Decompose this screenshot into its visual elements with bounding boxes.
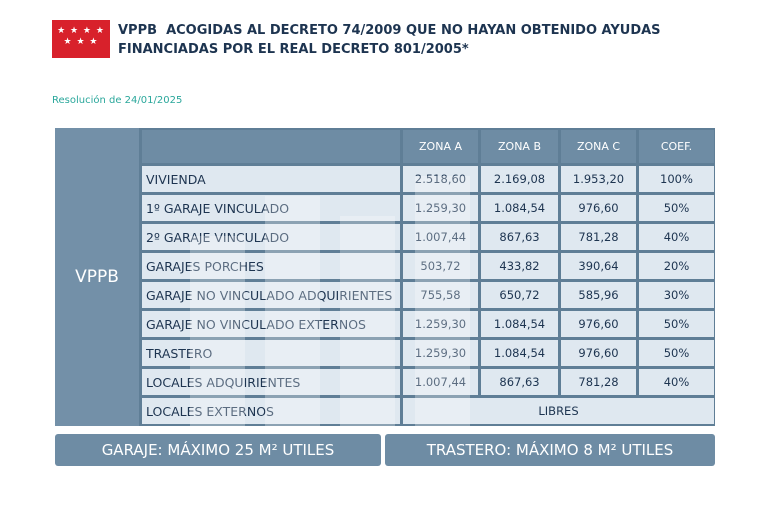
table-cell: 2.518,60 [403,166,478,192]
row-label: GARAJE NO VINCULADO ADQUIRIENTES [142,282,400,308]
table-row [142,311,714,337]
table-cell: 503,72 [403,253,478,279]
table-cell: 1.084,54 [481,195,558,221]
table-cell: 30% [639,282,714,308]
table-cell: 1.259,30 [403,340,478,366]
table-cell: 585,96 [561,282,636,308]
row-label: TRASTERO [142,340,400,366]
table-cell: 20% [639,253,714,279]
table-row [142,166,714,192]
table-cell: 1.007,44 [403,224,478,250]
resolution-date: Resolución de 24/01/2025 [52,95,183,106]
row-label: GARAJE NO VINCULADO EXTERNOS [142,311,400,337]
madrid-flag-logo [52,20,110,58]
title-line-1: VPPB ACOGIDAS AL DECRETO 74/2009 QUE NO HAYAN OBTENIDO AYUDAS [118,23,661,38]
table-cell: 100% [639,166,714,192]
row-label: LOCALES EXTERNOS [142,398,400,424]
table-cell: 1.084,54 [481,311,558,337]
table-cell: 50% [639,195,714,221]
table-row [142,224,714,250]
libres-cell: LIBRES [403,398,714,424]
column-header-zona-a: ZONA A [403,130,478,163]
table-cell: 867,63 [481,369,558,395]
table-cell: 2.169,08 [481,166,558,192]
table-row [142,340,714,366]
table-cell: 1.084,54 [481,340,558,366]
page-title [118,21,718,59]
table-cell: 755,58 [403,282,478,308]
row-label: 1º GARAJE VINCULADO [142,195,400,221]
table-cell: 433,82 [481,253,558,279]
table-row [142,282,714,308]
table-cell: 40% [639,369,714,395]
stars-icon: ★ ★ ★ ★ ★ ★ ★ [57,26,105,47]
table-cell: 40% [639,224,714,250]
table-cell: 1.259,30 [403,311,478,337]
table-cell: 976,60 [561,311,636,337]
table-cell: 976,60 [561,340,636,366]
table-cell: 650,72 [481,282,558,308]
row-label: GARAJES PORCHES [142,253,400,279]
table-cell: 781,28 [561,224,636,250]
column-header-zona-b: ZONA B [481,130,558,163]
table-row [142,398,714,424]
table-cell: 50% [639,311,714,337]
table-cell: 50% [639,340,714,366]
table-cell: 1.007,44 [403,369,478,395]
column-header-zona-c: ZONA C [561,130,636,163]
table-row [142,369,714,395]
table-cell: 1.953,20 [561,166,636,192]
row-label: 2º GARAJE VINCULADO [142,224,400,250]
garaje-max-banner: GARAJE: MÁXIMO 25 M² UTILES [55,434,381,466]
table-cell: 976,60 [561,195,636,221]
table-cell: 867,63 [481,224,558,250]
row-label: LOCALES ADQUIRIENTES [142,369,400,395]
table-cell: 1.259,30 [403,195,478,221]
row-label: VIVIENDA [142,166,400,192]
header-blank-cell [142,130,400,163]
table-row [142,195,714,221]
table-cell: 781,28 [561,369,636,395]
title-line-2: FINANCIADAS POR EL REAL DECRETO 801/2005* [118,42,469,57]
trastero-max-banner: TRASTERO: MÁXIMO 8 M² UTILES [385,434,715,466]
group-label: VPPB [55,128,139,426]
column-header-coef: COEF. [639,130,714,163]
table-row [142,253,714,279]
table-cell: 390,64 [561,253,636,279]
